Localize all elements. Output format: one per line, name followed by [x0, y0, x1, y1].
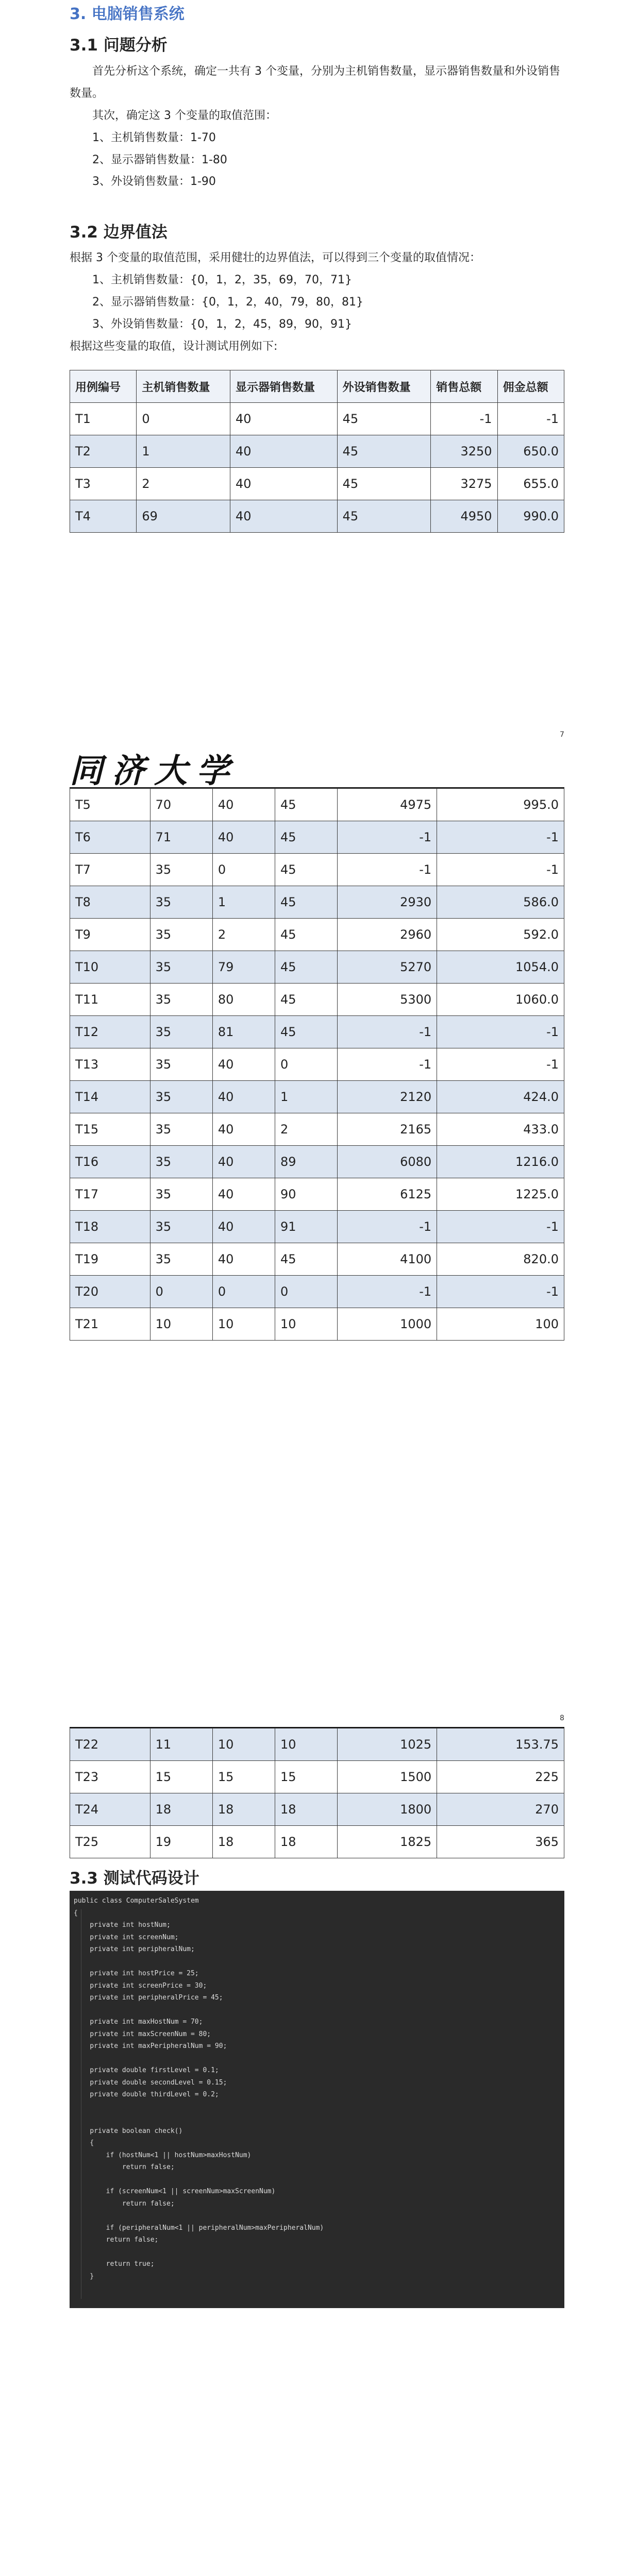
- table-cell: 0: [150, 1276, 212, 1308]
- table-cell: 11: [150, 1728, 212, 1761]
- table-cell: 40: [212, 1048, 275, 1081]
- code-line: }: [74, 2272, 94, 2280]
- table-cell: 35: [150, 1048, 212, 1081]
- code-line: if (peripheralNum<1 || peripheralNum>maxPeripheralNum): [74, 2224, 324, 2232]
- table-cell: 79: [212, 951, 275, 984]
- code-line: {: [74, 1909, 78, 1917]
- table-cell: 1: [137, 435, 230, 468]
- table-cell: 35: [150, 1211, 212, 1243]
- table-cell: 45: [275, 789, 338, 821]
- table-cell: T17: [70, 1178, 150, 1211]
- table-cell: 10: [212, 1728, 275, 1761]
- code-line: {: [74, 2139, 94, 2147]
- table-cell: 1216.0: [437, 1146, 564, 1178]
- table-cell: 1: [212, 886, 275, 919]
- table-row: [70, 1048, 564, 1081]
- table-cell: T5: [70, 789, 150, 821]
- table-cell: 35: [150, 1016, 212, 1048]
- test-case-table-part-2: [70, 788, 564, 1341]
- code-line: private int maxScreenNum = 80;: [74, 2030, 211, 2038]
- table-cell: 81: [212, 1016, 275, 1048]
- code-line: private int screenNum;: [74, 1933, 179, 1941]
- table-cell: 35: [150, 1178, 212, 1211]
- table-cell: -1: [338, 821, 437, 854]
- table-row: [70, 1728, 564, 1761]
- table-cell: -1: [338, 1211, 437, 1243]
- table-cell: T8: [70, 886, 150, 919]
- table-cell: 35: [150, 886, 212, 919]
- table-cell: 40: [212, 821, 275, 854]
- table-cell: 4975: [338, 789, 437, 821]
- table-cell: 1025: [338, 1728, 437, 1761]
- code-line: if (screenNum<1 || screenNum>maxScreenNum): [74, 2188, 276, 2195]
- table-row: [70, 789, 564, 821]
- section-title: 3. 电脑销售系统: [70, 5, 185, 23]
- table-cell: 2165: [338, 1113, 437, 1146]
- table-cell: 0: [212, 854, 275, 886]
- table-cell: 1500: [338, 1761, 437, 1793]
- table-cell: 6080: [338, 1146, 437, 1178]
- table-cell: -1: [338, 1016, 437, 1048]
- table-cell: 40: [212, 789, 275, 821]
- table-cell: 18: [150, 1793, 212, 1826]
- table-cell: 18: [212, 1793, 275, 1826]
- table-cell: 70: [150, 789, 212, 821]
- table-cell: T20: [70, 1276, 150, 1308]
- university-logo: 同济大学: [70, 752, 239, 790]
- code-block-1: [70, 1891, 564, 2308]
- code-line: private int peripheralPrice = 45;: [74, 1994, 223, 2002]
- table-cell: 650.0: [497, 435, 564, 468]
- test-case-table-part-1: [70, 370, 564, 533]
- table-cell: 2: [212, 919, 275, 951]
- table-cell: 45: [275, 919, 338, 951]
- table-cell: 0: [212, 1276, 275, 1308]
- table-cell: T13: [70, 1048, 150, 1081]
- code-line: return false;: [74, 2199, 175, 2208]
- list-item: 1、主机销售数量：1-70: [92, 131, 216, 144]
- table-cell: T22: [70, 1728, 150, 1761]
- table-cell: 40: [230, 435, 337, 468]
- code-line: return false;: [74, 2236, 159, 2244]
- table-row: [70, 435, 564, 468]
- table-cell: 4950: [431, 500, 497, 533]
- table-cell: 35: [150, 1243, 212, 1276]
- code-line: private double thirdLevel = 0.2;: [74, 2091, 219, 2098]
- table-cell: 40: [212, 1243, 275, 1276]
- table-cell: -1: [338, 1276, 437, 1308]
- list-item: 1、主机销售数量：{0，1，2，35，69，70，71}: [92, 273, 352, 286]
- table-cell: 45: [337, 500, 431, 533]
- problem-analysis-text: [70, 61, 564, 193]
- col-header: 佣金总额: [497, 370, 564, 403]
- col-header: 显示器销售数量: [230, 370, 337, 403]
- table-cell: 225: [437, 1761, 564, 1793]
- table-cell: 10: [212, 1308, 275, 1341]
- table-cell: -1: [338, 1048, 437, 1081]
- page-1: [0, 0, 636, 577]
- table-cell: 40: [230, 468, 337, 500]
- table-cell: T11: [70, 984, 150, 1016]
- table-row: [70, 1211, 564, 1243]
- table-cell: 10: [275, 1728, 338, 1761]
- code-line: private int peripheralNum;: [74, 1945, 195, 1953]
- code-line: private int maxHostNum = 70;: [74, 2018, 203, 2026]
- table-cell: 40: [230, 500, 337, 533]
- table-cell: 35: [150, 951, 212, 984]
- code-line: public class ComputerSaleSystem: [74, 1897, 199, 1905]
- table-cell: T1: [70, 403, 137, 435]
- table-cell: 15: [212, 1761, 275, 1793]
- table-cell: 35: [150, 1146, 212, 1178]
- table-row: [70, 886, 564, 919]
- table-cell: 3250: [431, 435, 497, 468]
- col-header: 销售总额: [431, 370, 497, 403]
- table-cell: -1: [338, 854, 437, 886]
- table-cell: 35: [150, 1081, 212, 1113]
- table-cell: 15: [275, 1761, 338, 1793]
- table-cell: -1: [497, 403, 564, 435]
- table-cell: 2: [137, 468, 230, 500]
- table-cell: 40: [212, 1211, 275, 1243]
- table-cell: T16: [70, 1146, 150, 1178]
- table-row: [70, 1178, 564, 1211]
- table-cell: 35: [150, 1113, 212, 1146]
- table-cell: T6: [70, 821, 150, 854]
- table-cell: 153.75: [437, 1728, 564, 1761]
- table-cell: 3275: [431, 468, 497, 500]
- table-cell: T3: [70, 468, 137, 500]
- table-cell: 18: [275, 1826, 338, 1858]
- page-number: 8: [560, 1714, 564, 1722]
- table-cell: 586.0: [437, 886, 564, 919]
- table-cell: T15: [70, 1113, 150, 1146]
- table-cell: 990.0: [497, 500, 564, 533]
- page-2: [0, 592, 636, 1520]
- table-cell: 2120: [338, 1081, 437, 1113]
- table-cell: 5300: [338, 984, 437, 1016]
- table-cell: T19: [70, 1243, 150, 1276]
- table-cell: 15: [150, 1761, 212, 1793]
- code-line: private int maxPeripheralNum = 90;: [74, 2042, 227, 2050]
- code-line: private boolean check(): [74, 2127, 183, 2135]
- table-cell: 1800: [338, 1793, 437, 1826]
- boundary-value-text: [70, 247, 564, 358]
- table-cell: 6125: [338, 1178, 437, 1211]
- table-row: [70, 821, 564, 854]
- table-cell: 35: [150, 919, 212, 951]
- table-row: [70, 1276, 564, 1308]
- table-cell: 2930: [338, 886, 437, 919]
- table-cell: 71: [150, 821, 212, 854]
- paragraph: 根据这些变量的取值，设计测试用例如下:: [70, 340, 278, 353]
- table-cell: T24: [70, 1793, 150, 1826]
- table-cell: 1825: [338, 1826, 437, 1858]
- table-cell: 45: [275, 951, 338, 984]
- subsection-3-1-title: 3.1 问题分析: [70, 36, 168, 55]
- col-header: 外设销售数量: [337, 370, 431, 403]
- code-line: if (hostNum<1 || hostNum>maxHostNum): [74, 2151, 252, 2159]
- table-cell: 45: [275, 1016, 338, 1048]
- table-row: [70, 1016, 564, 1048]
- table-cell: T23: [70, 1761, 150, 1793]
- table-row: [70, 984, 564, 1016]
- table-cell: 270: [437, 1793, 564, 1826]
- table-cell: 18: [212, 1826, 275, 1858]
- list-item: 2、显示器销售数量：1-80: [92, 153, 227, 166]
- list-item: 3、外设销售数量：1-90: [92, 175, 216, 189]
- code-line: private int hostPrice = 25;: [74, 1970, 199, 1977]
- table-cell: 1: [275, 1081, 338, 1113]
- table-cell: 90: [275, 1178, 338, 1211]
- table-cell: 1000: [338, 1308, 437, 1341]
- table-cell: T21: [70, 1308, 150, 1341]
- table-row: [70, 919, 564, 951]
- test-case-table-part-3: [70, 1728, 564, 1858]
- table-cell: 40: [212, 1081, 275, 1113]
- paragraph: 根据 3 个变量的取值范围，采用健壮的边界值法，可以得到三个变量的取值情况：: [70, 251, 481, 264]
- code-line: private double secondLevel = 0.15;: [74, 2078, 227, 2087]
- table-cell: 1054.0: [437, 951, 564, 984]
- table-cell: 45: [275, 854, 338, 886]
- col-header: 用例编号: [70, 370, 137, 403]
- table-cell: 820.0: [437, 1243, 564, 1276]
- table-cell: 10: [150, 1308, 212, 1341]
- table-cell: -1: [437, 1211, 564, 1243]
- table-cell: 424.0: [437, 1081, 564, 1113]
- table-cell: -1: [437, 854, 564, 886]
- table-cell: 10: [275, 1308, 338, 1341]
- table-cell: 2: [275, 1113, 338, 1146]
- code-line: private double firstLevel = 0.1;: [74, 2066, 219, 2074]
- table-cell: T14: [70, 1081, 150, 1113]
- table-cell: 45: [337, 403, 431, 435]
- table-cell: -1: [437, 1016, 564, 1048]
- table-cell: 1060.0: [437, 984, 564, 1016]
- table-cell: 19: [150, 1826, 212, 1858]
- table-cell: 0: [275, 1276, 338, 1308]
- table-cell: -1: [437, 1276, 564, 1308]
- table-row: [70, 1243, 564, 1276]
- table-row: [70, 1146, 564, 1178]
- code-line: return false;: [74, 2163, 175, 2171]
- table-cell: 40: [212, 1113, 275, 1146]
- col-header: 主机销售数量: [137, 370, 230, 403]
- table-cell: 995.0: [437, 789, 564, 821]
- list-item: 2、显示器销售数量：{0，1，2，40，79，80，81}: [92, 295, 363, 309]
- table-cell: 45: [275, 821, 338, 854]
- table-cell: 91: [275, 1211, 338, 1243]
- table-cell: 45: [337, 468, 431, 500]
- table-cell: 0: [137, 403, 230, 435]
- table-row: [70, 951, 564, 984]
- table-row: [70, 1113, 564, 1146]
- table-cell: 80: [212, 984, 275, 1016]
- table-cell: 4100: [338, 1243, 437, 1276]
- table-cell: T4: [70, 500, 137, 533]
- table-row: [70, 1308, 564, 1341]
- table-cell: 69: [137, 500, 230, 533]
- table-cell: 40: [230, 403, 337, 435]
- table-cell: 40: [212, 1178, 275, 1211]
- table-cell: 655.0: [497, 468, 564, 500]
- table-cell: T18: [70, 1211, 150, 1243]
- table-cell: 45: [275, 1243, 338, 1276]
- paragraph: 其次，确定这 3 个变量的取值范围：: [92, 109, 277, 122]
- table-row: [70, 1081, 564, 1113]
- table-cell: 365: [437, 1826, 564, 1858]
- table-row: [70, 500, 564, 533]
- table-header-row: [70, 370, 564, 403]
- table-cell: 40: [212, 1146, 275, 1178]
- table-cell: 1225.0: [437, 1178, 564, 1211]
- table-cell: 89: [275, 1146, 338, 1178]
- table-row: [70, 468, 564, 500]
- table-cell: 433.0: [437, 1113, 564, 1146]
- table-cell: 592.0: [437, 919, 564, 951]
- table-cell: T10: [70, 951, 150, 984]
- table-cell: T9: [70, 919, 150, 951]
- code-line: private int hostNum;: [74, 1921, 171, 1929]
- table-cell: -1: [437, 1048, 564, 1081]
- table-cell: 2960: [338, 919, 437, 951]
- table-cell: T7: [70, 854, 150, 886]
- table-cell: -1: [437, 821, 564, 854]
- table-cell: 45: [275, 984, 338, 1016]
- table-cell: 45: [275, 886, 338, 919]
- list-item: 3、外设销售数量：{0，1，2，45，89，90，91}: [92, 317, 352, 331]
- table-row: [70, 854, 564, 886]
- table-cell: 45: [337, 435, 431, 468]
- table-cell: T25: [70, 1826, 150, 1858]
- table-row: [70, 1826, 564, 1858]
- table-cell: T2: [70, 435, 137, 468]
- subsection-3-2-title: 3.2 边界值法: [70, 223, 168, 242]
- table-cell: 5270: [338, 951, 437, 984]
- table-row: [70, 1793, 564, 1826]
- code-line: private int screenPrice = 30;: [74, 1981, 207, 1990]
- code-line: return true;: [74, 2260, 155, 2268]
- page-3: [0, 1649, 636, 2370]
- page-number: 7: [560, 731, 564, 739]
- table-row: [70, 403, 564, 435]
- table-cell: T12: [70, 1016, 150, 1048]
- table-row: [70, 1761, 564, 1793]
- table-cell: 0: [275, 1048, 338, 1081]
- table-cell: 35: [150, 854, 212, 886]
- table-cell: 18: [275, 1793, 338, 1826]
- table-cell: -1: [431, 403, 497, 435]
- paragraph: 首先分析这个系统，确定一共有 3 个变量，分别为主机销售数量，显示器销售数量和外设销售数量。: [70, 65, 560, 100]
- subsection-3-3-title: 3.3 测试代码设计: [70, 1869, 199, 1888]
- table-cell: 100: [437, 1308, 564, 1341]
- table-cell: 35: [150, 984, 212, 1016]
